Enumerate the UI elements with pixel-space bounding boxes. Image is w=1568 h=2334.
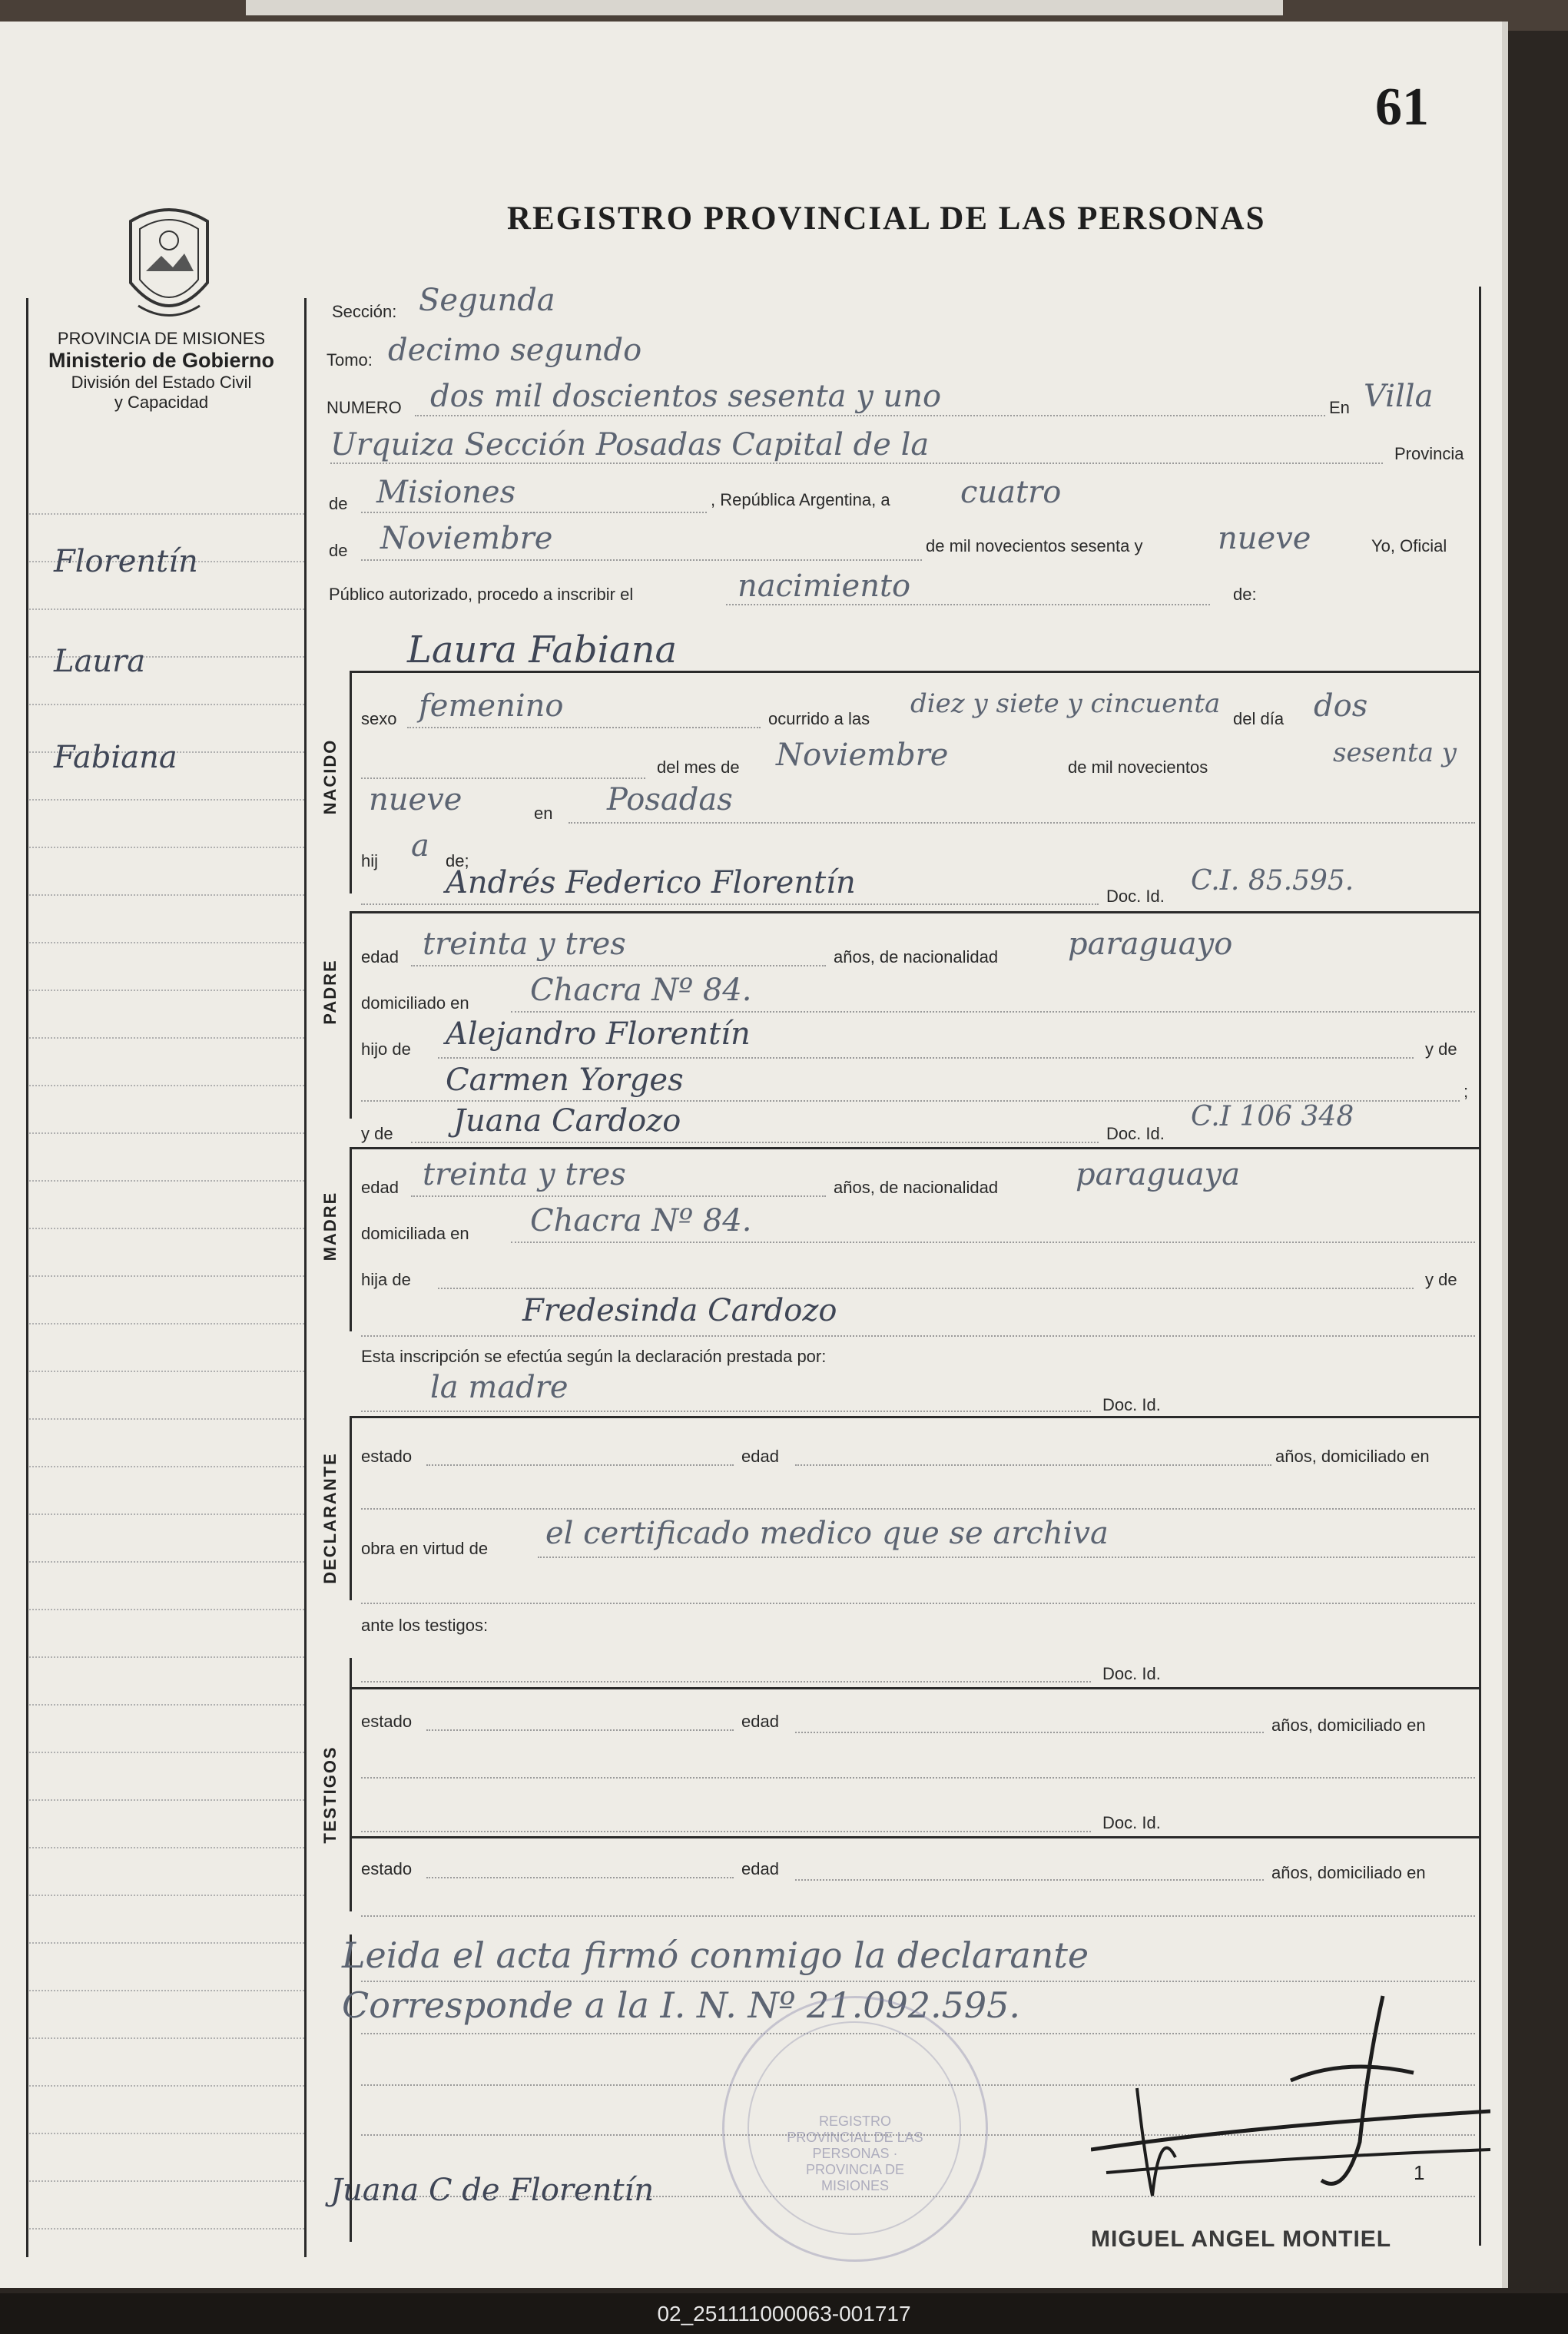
margin-ruled-line (29, 1132, 304, 1134)
padre-nombre: Andrés Federico Florentín (446, 865, 856, 900)
en-lower-label: en (534, 804, 553, 823)
margin-note-second-name: Fabiana (54, 740, 177, 775)
seccion-value: Segunda (419, 283, 555, 318)
del-dia-label: del día (1233, 709, 1285, 728)
lugar-value: Urquiza Sección Posadas Capital de la (330, 427, 930, 462)
margin-ruled-line (29, 704, 304, 705)
margin-ruled-line (29, 1656, 304, 1658)
de-label-1: de (329, 494, 348, 513)
testigo2-edad-label: edad (741, 1859, 779, 1878)
hora-value: diez y siete y cincuenta (910, 688, 1221, 719)
tomo-value: decimo segundo (388, 333, 642, 368)
margin-ruled-line (29, 2085, 304, 2087)
padre-dom-value: Chacra Nº 84. (530, 973, 752, 1008)
dia-value: cuatro (960, 475, 1062, 510)
issuer-block (15, 329, 307, 413)
margin-ruled-line (29, 1752, 304, 1753)
en-label: En (1329, 398, 1350, 417)
de-colon-label: de: (1233, 585, 1257, 604)
mes-value: Noviembre (380, 521, 553, 556)
hij-suffix: a (411, 828, 429, 864)
madre-hija-label: hija de (361, 1270, 411, 1289)
margin-ruled-line (29, 1037, 304, 1039)
issuer-province: PROVINCIA DE MISIONES (57, 329, 266, 348)
margin-ruled-line (29, 990, 304, 991)
margin-ruled-line (29, 1418, 304, 1420)
seccion-label: Sección: (332, 302, 397, 321)
madre-nac-value: paraguaya (1076, 1157, 1241, 1192)
padre-hijo-value: Alejandro Florentín (446, 1016, 751, 1052)
margin-ruled-line (29, 2180, 304, 2182)
official-signature (1091, 1988, 1490, 2219)
margin-note-surname: Florentín (54, 544, 198, 579)
mes-nac-value: Noviembre (776, 738, 949, 773)
declarante-anos-label: años, domiciliado en (1275, 1447, 1430, 1466)
margin-ruled-line (29, 2228, 304, 2230)
testigo2-anos-label: años, domiciliado en (1271, 1863, 1426, 1882)
section-madre: MADRE (320, 1191, 340, 1261)
testigo1-anos-label: años, domiciliado en (1271, 1716, 1426, 1735)
issuer-division: División del Estado Civil (71, 373, 252, 392)
republica-label: , República Argentina, a (711, 490, 890, 509)
margin-ruled-line (29, 1085, 304, 1086)
padre-nac-label: años, de nacionalidad (834, 947, 999, 966)
margin-ruled-line (29, 1180, 304, 1182)
margin-ruled-line (29, 1799, 304, 1801)
padre-edad-label: edad (361, 947, 399, 966)
del-mes-label: del mes de (657, 758, 740, 777)
left-border (26, 298, 28, 2257)
madre-nombre: Juana Cardozo (453, 1103, 681, 1139)
tomo-label: Tomo: (327, 350, 373, 370)
margin-ruled-line (29, 1561, 304, 1563)
margin-ruled-line (29, 1847, 304, 1848)
madre-y-de-label: y de (361, 1124, 393, 1143)
padre-y-de-label: y de (1425, 1039, 1457, 1059)
madre-doc-label: Doc. Id. (1106, 1124, 1165, 1143)
declarante-edad-label: edad (741, 1447, 779, 1466)
closing-line-1: Leida el acta firmó conmigo la declarante (342, 1935, 1089, 1976)
margin-ruled-line (29, 1275, 304, 1277)
margin-ruled-line (29, 799, 304, 801)
margin-ruled-line (29, 1371, 304, 1372)
page-number: 61 (1375, 78, 1429, 137)
padre-edad-value: treinta y tres (423, 927, 626, 962)
nacido-nombre: Laura Fabiana (407, 628, 678, 671)
margin-ruled-line (29, 1895, 304, 1896)
madre-edad-value: treinta y tres (423, 1157, 626, 1192)
publico-label: Público autorizado, procedo a inscribir el (329, 585, 634, 604)
official-stamp (722, 1996, 988, 2262)
margin-ruled-line (29, 1466, 304, 1467)
padre-hijo-label: hijo de (361, 1039, 411, 1059)
de-semicolon-label: de; (446, 851, 469, 870)
obra-value: el certificado medico que se archiva (545, 1516, 1109, 1551)
testigo2-estado-label: estado (361, 1859, 413, 1878)
margin-ruled-line (29, 1990, 304, 1991)
padre-doc-label: Doc. Id. (1106, 887, 1165, 906)
ano-nac-value: sesenta y (1333, 738, 1457, 768)
margin-ruled-line (29, 513, 304, 515)
margin-ruled-line (29, 1942, 304, 1944)
declarante-doc-label: Doc. Id. (1102, 1395, 1161, 1414)
madre-doc-value: C.I 106 348 (1191, 1101, 1354, 1132)
de-label-2: de (329, 541, 348, 560)
testigo1-doc-label: Doc. Id. (1102, 1664, 1161, 1683)
section-nacido: NACIDO (320, 738, 340, 815)
madre-dom-label: domiciliada en (361, 1224, 469, 1243)
dia-nac-value: dos (1314, 688, 1368, 724)
numero-label: NUMERO (327, 398, 402, 417)
madre-nac-label: años, de nacionalidad (834, 1178, 999, 1197)
page-title: REGISTRO PROVINCIAL DE LAS PERSONAS (507, 201, 1266, 237)
declarante-value: la madre (430, 1370, 569, 1405)
margin-ruled-line (29, 608, 304, 610)
margin-ruled-line (29, 1609, 304, 1610)
declarante-estado-label: estado (361, 1447, 413, 1466)
de-mil-nov-label: de mil novecientos (1068, 758, 1208, 777)
margin-note-first-name: Laura (54, 644, 146, 679)
padre-doc-value: C.I. 85.595. (1191, 865, 1354, 897)
ante-label: ante los testigos: (361, 1616, 489, 1635)
madre-y-de-2-label: y de (1425, 1270, 1457, 1289)
margin-ruled-line (29, 847, 304, 848)
issuer-division-2: y Capacidad (114, 393, 209, 412)
margin-ruled-line (29, 1513, 304, 1515)
margin-ruled-line (29, 2133, 304, 2134)
image-caption-bar (0, 2293, 1568, 2334)
acto-value: nacimiento (738, 569, 911, 604)
margin-ruled-line (29, 894, 304, 896)
semicolon-label: ; (1464, 1082, 1469, 1101)
right-border (1479, 287, 1481, 2246)
margin-ruled-line (29, 1704, 304, 1706)
padre-madre-value: Carmen Yorges (446, 1063, 684, 1098)
ano-nac-value-2: nueve (369, 782, 462, 817)
section-declarante: DECLARANTE (320, 1452, 340, 1584)
signature-left: Juana C de Florentín (330, 2173, 655, 2208)
de-mil-label: de mil novecientos sesenta y (926, 536, 1143, 555)
obra-label: obra en virtud de (361, 1539, 489, 1558)
margin-ruled-line (29, 2037, 304, 2039)
provincia-value: Misiones (376, 475, 516, 510)
column-divider (304, 298, 307, 2257)
hij-label: hij (361, 851, 379, 870)
margin-ruled-line (29, 1323, 304, 1324)
testigo1-edad-label: edad (741, 1712, 779, 1731)
margin-ruled-line (29, 1228, 304, 1229)
section-testigos: TESTIGOS (320, 1746, 340, 1844)
ocurrido-label: ocurrido a las (768, 709, 870, 728)
provincial-seal-icon (115, 198, 223, 337)
stamp-lettering: REGISTRO PROVINCIAL DE LAS PERSONAS · PROVINCIA DE MISIONES (787, 2114, 923, 2193)
numero-value: dos mil doscientos sesenta y uno (430, 379, 942, 414)
issuer-ministry: Ministerio de Gobierno (48, 349, 275, 372)
padre-dom-label: domiciliado en (361, 993, 469, 1013)
testigo2-doc-label: Doc. Id. (1102, 1813, 1161, 1832)
section-padre: PADRE (320, 959, 340, 1025)
yo-oficial-label: Yo, Oficial (1371, 536, 1447, 555)
ano-value: nueve (1218, 521, 1311, 556)
madre-edad-label: edad (361, 1178, 399, 1197)
closing-mark: 1 (1414, 2161, 1425, 2184)
madre-dom-value: Chacra Nº 84. (530, 1203, 752, 1238)
sexo-value: femenino (419, 688, 564, 724)
inscripcion-label: Esta inscripción se efectúa según la declaración prestada por: (361, 1347, 827, 1366)
padre-nac-value: paraguayo (1068, 927, 1233, 962)
margin-ruled-line (29, 942, 304, 943)
en-value: Villa (1364, 379, 1434, 414)
provincia-label: Provincia (1394, 444, 1464, 463)
closing-line-2: Corresponde a la I. N. Nº 21.092.595. (342, 1984, 1021, 2026)
image-caption: 02_251111000063-001717 (657, 2302, 911, 2326)
madre-hija-value: Fredesinda Cardozo (522, 1293, 837, 1328)
lugar-nac-value: Posadas (607, 782, 733, 817)
official-name: MIGUEL ANGEL MONTIEL (1091, 2226, 1392, 2252)
sexo-label: sexo (361, 709, 397, 728)
testigo1-estado-label: estado (361, 1712, 413, 1731)
document-page (0, 22, 1508, 2288)
